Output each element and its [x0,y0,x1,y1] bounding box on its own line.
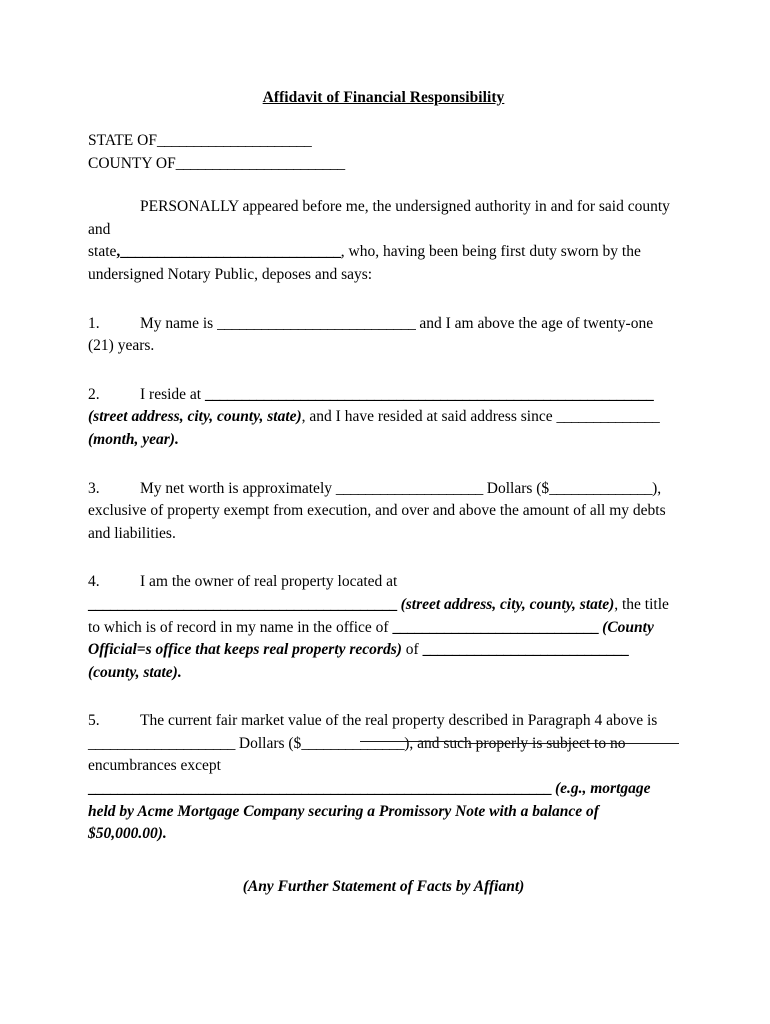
spacer [88,452,679,478]
p5-hint-example: (e.g., mortgage held by Acme Mortgage Company securing a Promissory Note with a balance of $50,000.00). [88,780,651,843]
p4-hint-county-state: (county, state). [88,663,182,681]
spacer [88,846,679,876]
spacer [88,545,679,571]
p3-seg-4: ), exclusive of property exempt from execution, and over and above the amount of all my debts and liabilities. [88,479,666,542]
p4-hint-county-official: (County Official=s office that keeps real property records) [88,618,654,659]
p3-seg-2: Dollars ($ [482,479,550,497]
spacer [88,287,679,313]
spacer [88,358,679,384]
p4-office-blank[interactable]: ____________________________ [392,618,599,636]
intro-line-2-state: state [88,243,117,261]
p5-seg-2: Dollars ($ [235,734,302,752]
p4-hint-address: (street address, city, county, state) [396,595,615,613]
numbered-paragraph-2 [88,384,679,452]
p4-seg-3: , the title to which is of record in my name in the office of [88,595,669,636]
jurisdiction-block [88,130,679,175]
p2-since-blank[interactable]: ______________ [556,408,660,426]
numbered-paragraph-3 [88,478,679,546]
spacer [88,175,679,196]
intro-paragraph [88,196,679,286]
intro-line-1: appeared before me, the undersigned authority in and for said county [238,198,670,216]
county-blank[interactable]: _______________________ [175,154,345,172]
p4-seg-0: I am the owner of real property located at [140,573,398,591]
p5-value-blank[interactable]: ____________________ [88,734,236,752]
p5-encumbrance-blank[interactable]: _______________________________________________________________ [88,780,552,798]
p1-name-blank[interactable]: ___________________________ [217,314,416,332]
signature-line[interactable] [360,736,680,750]
document-body [88,88,679,898]
p3-networth-blank[interactable]: ____________________ [335,479,483,497]
signature-line-segment-one [360,741,468,742]
p1-seg-2: and I am above the age of twenty-one (21) years. [88,314,654,355]
intro-line-2-and: and [88,220,111,238]
intro-lead: PERSONALLY [140,198,239,216]
p5-amount-blank[interactable]: ______________ [301,734,405,752]
p4-county-blank[interactable]: ____________________________ [422,641,629,659]
p2-seg-0: I reside at [140,385,205,403]
p4-seg-6: of [401,641,423,659]
p5-seg-4: ), and such properly is subject to no encumbrances except [88,734,626,775]
county-line [88,153,679,176]
p2-seg-3: , and I have resided at said address since [301,408,557,426]
county-label: COUNTY OF [88,154,176,172]
p3-amount-blank[interactable]: ______________ [549,479,653,497]
intro-line-3: undersigned Notary Public, deposes and says: [88,265,373,283]
p2-hint-address: (street address, city, county, state) [88,408,302,426]
numbered-paragraph-5 [88,710,679,846]
paragraph-number-3: 3. [88,479,100,497]
page-title: Affidavit of Financial Responsibility [262,89,505,106]
intro-after-blank: , who, having been being first duty sworn by the [340,243,641,261]
numbered-paragraph-4 [88,571,679,684]
affiant-name-blank[interactable]: ______________________________ [120,243,341,261]
paragraph-number-4: 4. [88,573,100,591]
spacer [88,684,679,710]
state-label: STATE OF [88,132,157,149]
state-blank[interactable]: _____________________ [156,132,312,149]
further-statement-heading: (Any Further Statement of Facts by Affiant) [242,877,525,895]
intro-bold-comma: , [116,243,121,261]
p5-seg-0: The current fair market value of the real property described in Paragraph 4 above is [140,712,658,730]
paragraph-number-5: 5. [88,712,100,730]
p2-address-blank[interactable]: _____________________________________________________________ [204,385,654,403]
p4-property-blank[interactable]: __________________________________________ [88,595,397,613]
paragraph-number-2: 2. [88,385,100,403]
signature-line-segment-two [468,743,679,744]
numbered-paragraph-1 [88,313,679,358]
p2-hint-month-year: (month, year). [88,430,179,448]
p3-seg-0: My net worth is approximately [140,479,336,497]
p1-seg-0: My name is [140,314,218,332]
paragraph-number-1: 1. [88,314,100,332]
state-line [88,130,679,153]
